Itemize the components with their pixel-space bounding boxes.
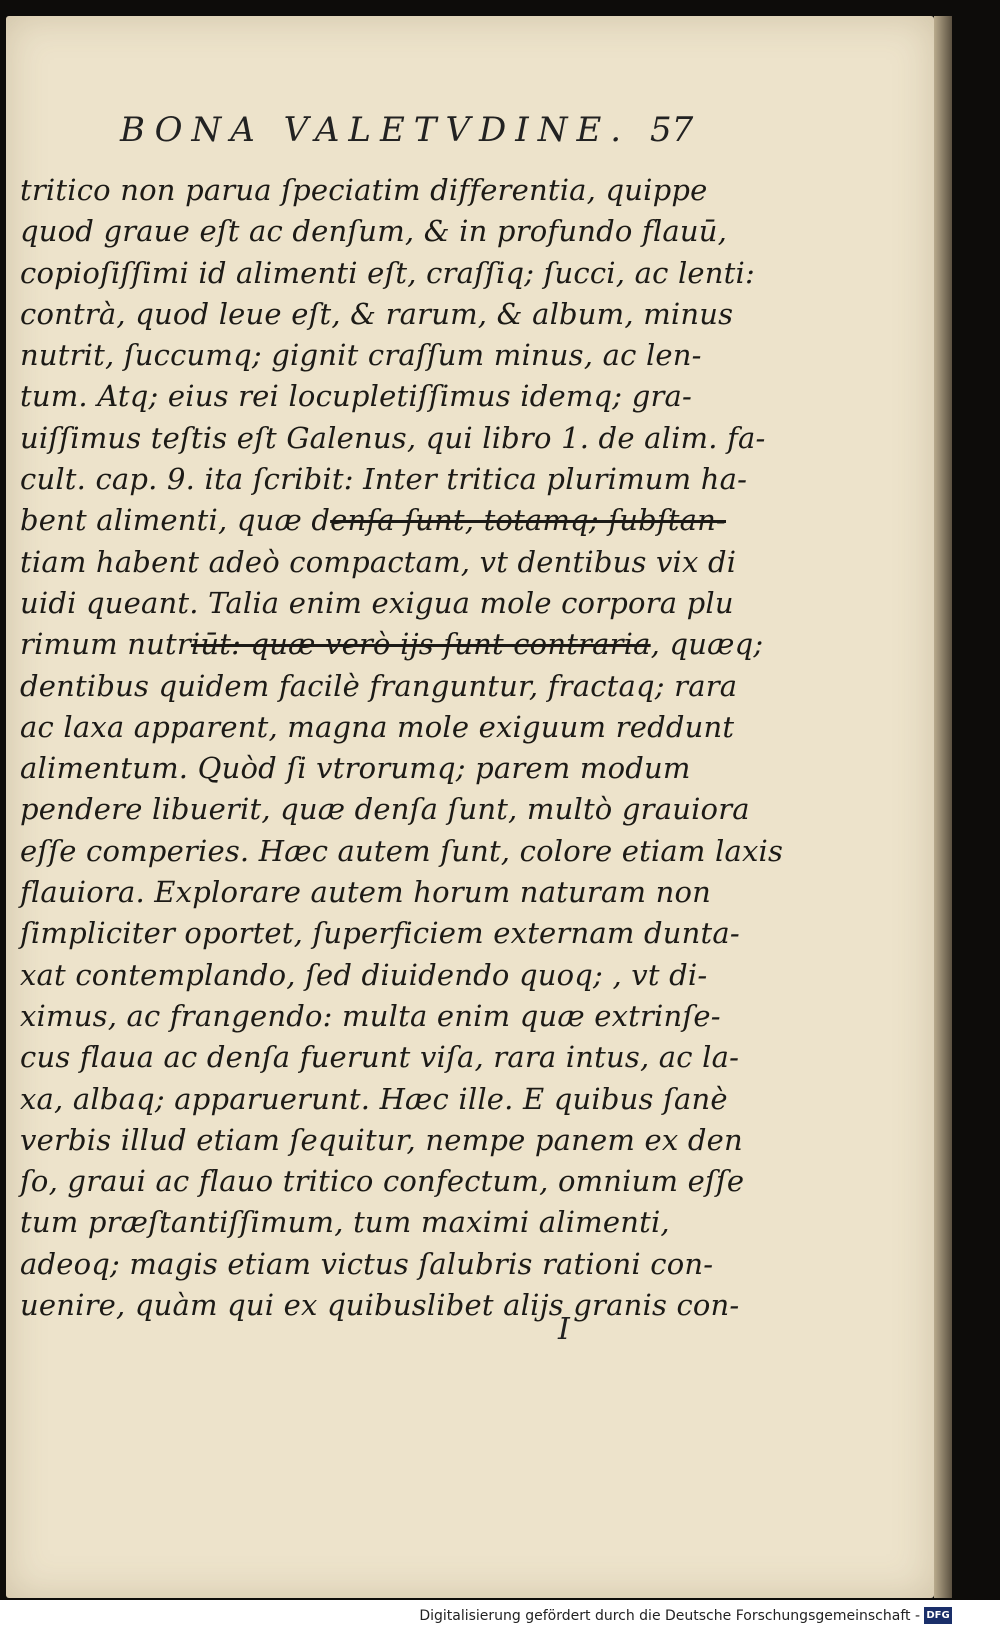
text-line — [20, 1037, 740, 1078]
text-line — [20, 583, 734, 624]
running-head — [110, 110, 930, 160]
dfg-logo: DFG — [924, 1607, 952, 1624]
text-line — [20, 996, 721, 1037]
text-line — [20, 211, 728, 252]
page-number: 57 — [650, 110, 694, 150]
line-text: , quæq; — [650, 627, 764, 662]
line-text: pendere libuerit, quæ denſa ſunt, multò grauiora — [20, 792, 750, 827]
text-line — [20, 500, 727, 541]
text-line — [20, 1244, 714, 1285]
struck-text: iūt: quæ verò ijs ſunt contraria — [190, 627, 651, 662]
line-text: nutrit, ſuccumq; gignit craſſum minus, ac len- — [20, 338, 702, 373]
line-text: quod graue eſt ac denſum, & in profundo flauū, — [20, 214, 728, 249]
line-text: tritico non parua ſpeciatim differentia, quippe — [20, 173, 708, 207]
text-line — [20, 376, 693, 417]
line-text: flauiora. Explorare autem horum naturam non — [20, 875, 711, 910]
page-edge — [934, 16, 952, 1598]
text-line — [20, 1120, 743, 1161]
text-line — [20, 1161, 745, 1202]
text-line — [20, 1079, 728, 1120]
line-text: uidi queant. Talia enim exigua mole corpora plu — [20, 585, 734, 620]
line-text: cus flaua ac denſa fuerunt viſa, rara intus, ac la- — [20, 1040, 740, 1075]
text-line — [20, 831, 784, 872]
text-line — [20, 707, 735, 748]
text-line — [20, 418, 766, 459]
line-text: verbis illud etiam ſequitur, nempe panem ex den — [20, 1122, 743, 1157]
body-text — [20, 170, 784, 1326]
struck-text: enſa ſunt, totamq; ſubſtan- — [330, 503, 727, 538]
text-line — [20, 1202, 680, 1243]
text-line — [20, 913, 740, 954]
text-line — [20, 253, 755, 294]
line-text: uenire, quàm qui ex quibuslibet alijs granis con- — [20, 1288, 740, 1323]
line-text: eſſe comperies. Hæc autem ſunt, colore etiam laxis — [20, 833, 784, 868]
text-line — [20, 459, 748, 500]
text-line — [20, 542, 737, 583]
line-text: tum. Atq; eius rei locupletiſſimus idemq; gra- — [20, 379, 693, 414]
line-text: tum præſtantiſſimum, tum maximi alimenti, — [20, 1205, 670, 1240]
line-text: adeoq; magis etiam victus ſalubris rationi con- — [20, 1246, 714, 1281]
line-text: ac laxa apparent, magna mole exiguum reddunt — [20, 709, 735, 744]
line-text: dentibus quidem facilè franguntur, fractaq; rara — [20, 668, 738, 703]
line-text: rimum nutr — [20, 627, 191, 662]
text-line — [20, 789, 750, 830]
line-text: ximus, ac frangendo: multa enim quæ extrinſe- — [20, 998, 721, 1033]
line-text: ſo, graui ac flauo tritico confectum, omnium eſſe — [20, 1164, 745, 1199]
text-line — [20, 335, 702, 376]
text-line — [20, 955, 708, 996]
text-line — [20, 294, 734, 335]
line-text: uiſſimus teſtis eſt Galenus, qui libro 1. de alim. fa- — [20, 420, 766, 455]
footer-bar — [0, 1600, 1000, 1633]
line-text: xa, albaq; apparuerunt. Hæc ille. E quibus ſanè — [20, 1081, 728, 1116]
signature-mark: I — [558, 1312, 570, 1347]
text-line — [20, 624, 764, 665]
running-title: BONA VALETVDINE. — [120, 110, 631, 150]
text-line — [20, 748, 691, 789]
line-text: copioſiſſimi id alimenti eſt, craſſiq; ſucci, ac lenti: — [20, 255, 755, 290]
line-text: xat contemplando, ſed diuidendo quoq; , vt di- — [20, 957, 708, 992]
line-text: alimentum. Quòd ſi vtrorumq; parem modum — [20, 751, 691, 786]
footer-credit: Digitalisierung gefördert durch die Deutsche Forschungsgemeinschaft - — [419, 1608, 920, 1624]
text-line — [20, 1285, 740, 1326]
text-line — [20, 666, 738, 707]
text-line — [20, 170, 708, 211]
text-line — [20, 872, 711, 913]
line-text: tiam habent adeò compactam, vt dentibus vix di — [20, 544, 737, 579]
line-text: ſimpliciter oportet, ſuperficiem externam dunta- — [20, 916, 740, 951]
line-text: bent alimenti, quæ d — [20, 503, 331, 538]
line-text: contrà, quod leue eſt, & rarum, & album, minus — [20, 296, 734, 331]
line-text: cult. cap. 9. ita ſcribit: Inter tritica plurimum ha- — [20, 462, 748, 497]
